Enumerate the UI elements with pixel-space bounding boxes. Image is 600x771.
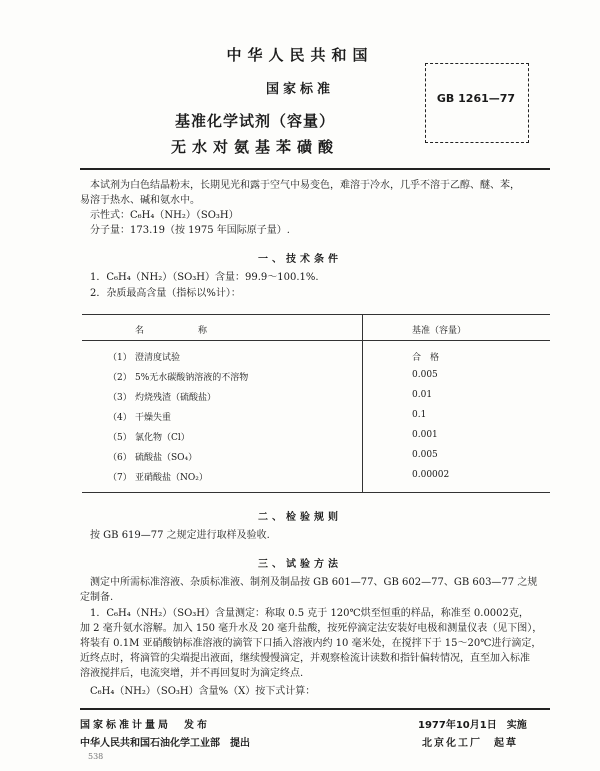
section-3-line-1: 测定中所需标准溶液、杂质标准液、制剂及制品按 GB 601—77、GB 602—77、GB 603—77 之规	[90, 577, 538, 588]
section-3-line-8: C₆H₄（NH₂）（SO₃H）含量%（X）按下式计算：	[90, 686, 316, 697]
section-3-line-5: 将装有 0.1M 亚硝酸钠标准溶液的滴管下口插入溶液内约 10 毫米处，在搅拌下于 15～20℃进行滴定，	[80, 638, 542, 649]
mw-value: 173.19（按 1975 年国际原子量）.	[130, 225, 290, 236]
table-row-7-name: 亚硝酸盐（NO₂）	[135, 473, 208, 483]
section-2-text: 按 GB 619—77 之规定进行取样及验收.	[90, 530, 270, 541]
mw-label: 分子量：	[90, 225, 130, 236]
table-row-5-name: 氯化物（Cl）	[135, 433, 190, 443]
formula-line	[90, 208, 239, 223]
table-row-2-value: 0.005	[412, 370, 438, 380]
footer-issuer: 国家标准计量局 发布	[80, 720, 210, 731]
section-1-item-2: 2．杂质最高含量（指标以%计）：	[90, 288, 241, 299]
footer-divider	[80, 708, 550, 710]
footer-effective-date: 1977年10月1日 实施	[418, 720, 527, 731]
table-row-2-name: 5%无水碳酸钠溶液的不溶物	[135, 373, 249, 383]
table-row-7-no: （7）	[108, 473, 132, 483]
table-row-3-no: （3）	[108, 393, 132, 403]
table-row-2-no: （2）	[108, 373, 132, 383]
table-row-4-value: 0.1	[412, 410, 427, 420]
table-header-rule	[82, 340, 550, 341]
table-row-6-no: （6）	[108, 453, 132, 463]
table-row-3-value: 0.01	[412, 390, 433, 400]
footer-proposer: 中华人民共和国石油化学工业部 提出	[80, 738, 250, 749]
section-2-title: 二、检验规则	[258, 512, 342, 523]
table-row-5-value: 0.001	[412, 430, 438, 440]
molecular-weight-line	[90, 223, 290, 238]
header-divider	[80, 168, 550, 170]
section-3-title: 三、试验方法	[258, 559, 342, 570]
section-3-line-2: 定制备.	[80, 592, 114, 603]
table-header-name: 名 称	[135, 326, 208, 336]
table-row-4-no: （4）	[108, 413, 132, 423]
intro-line-1: 本试剂为白色结晶粉末，长期见光和露于空气中易变色，难溶于冷水，几乎不溶于乙醇、醚、苯，	[90, 180, 520, 191]
standard-type: 国家标准	[265, 82, 334, 97]
section-3-line-7: 溶液搅拌后，电流突增，并不再回复时为滴定终点.	[80, 668, 304, 679]
section-1-item-1: 1．C₆H₄（NH₂）（SO₃H）含量：99.9～100.1%.	[90, 272, 319, 283]
section-1-title: 一、技术条件	[258, 254, 342, 265]
formula-label: 示性式：	[90, 210, 130, 221]
compound-name: 无水对氨基苯磺酸	[170, 138, 339, 156]
table-column-divider	[362, 314, 363, 492]
table-row-5-no: （5）	[108, 433, 132, 443]
formula-value: C₆H₄（NH₂）（SO₃H）	[130, 210, 239, 221]
reagent-category: 基准化学试剂（容量）	[174, 112, 335, 130]
table-row-6-value: 0.005	[412, 450, 438, 460]
table-row-6-name: 硫酸盐（SO₄）	[135, 453, 198, 463]
table-bottom-rule	[82, 492, 550, 493]
table-row-4-name: 干燥失重	[135, 413, 172, 423]
section-3-line-4: 加 2 毫升氨水溶解。加入 150 毫升水及 20 毫升盐酸，按死停滴定法安装好电极和测量仪表（见下图），	[80, 623, 543, 634]
intro-line-2: 易溶于热水、碱和氨水中。	[80, 195, 200, 206]
standard-code: GB 1261—77	[436, 92, 516, 105]
table-row-3-name: 灼烧残渣（硫酸盐）	[135, 393, 217, 403]
table-row-7-value: 0.00002	[412, 470, 450, 480]
footer-drafter: 北京化工厂 起草	[422, 738, 518, 749]
section-3-line-3: 1．C₆H₄（NH₂）（SO₃H）含量测定：称取 0.5 克于 120℃烘至恒重的样品，称准至 0.0002克，	[90, 608, 529, 619]
section-3-line-6: 近终点时，将滴管的尖端提出液面，继续慢慢滴定，并观察检流计读数和指针偏转情况，直至加入标准	[80, 653, 530, 664]
table-row-1-name: 澄清度试验	[135, 353, 181, 363]
page-number: 538	[88, 752, 104, 761]
table-row-1-value: 合 格	[412, 353, 440, 363]
country-title: 中华人民共和国	[226, 46, 374, 64]
table-top-rule	[82, 314, 550, 315]
table-row-1-no: （1）	[108, 353, 132, 363]
table-header-value: 基准（容量）	[412, 326, 467, 336]
